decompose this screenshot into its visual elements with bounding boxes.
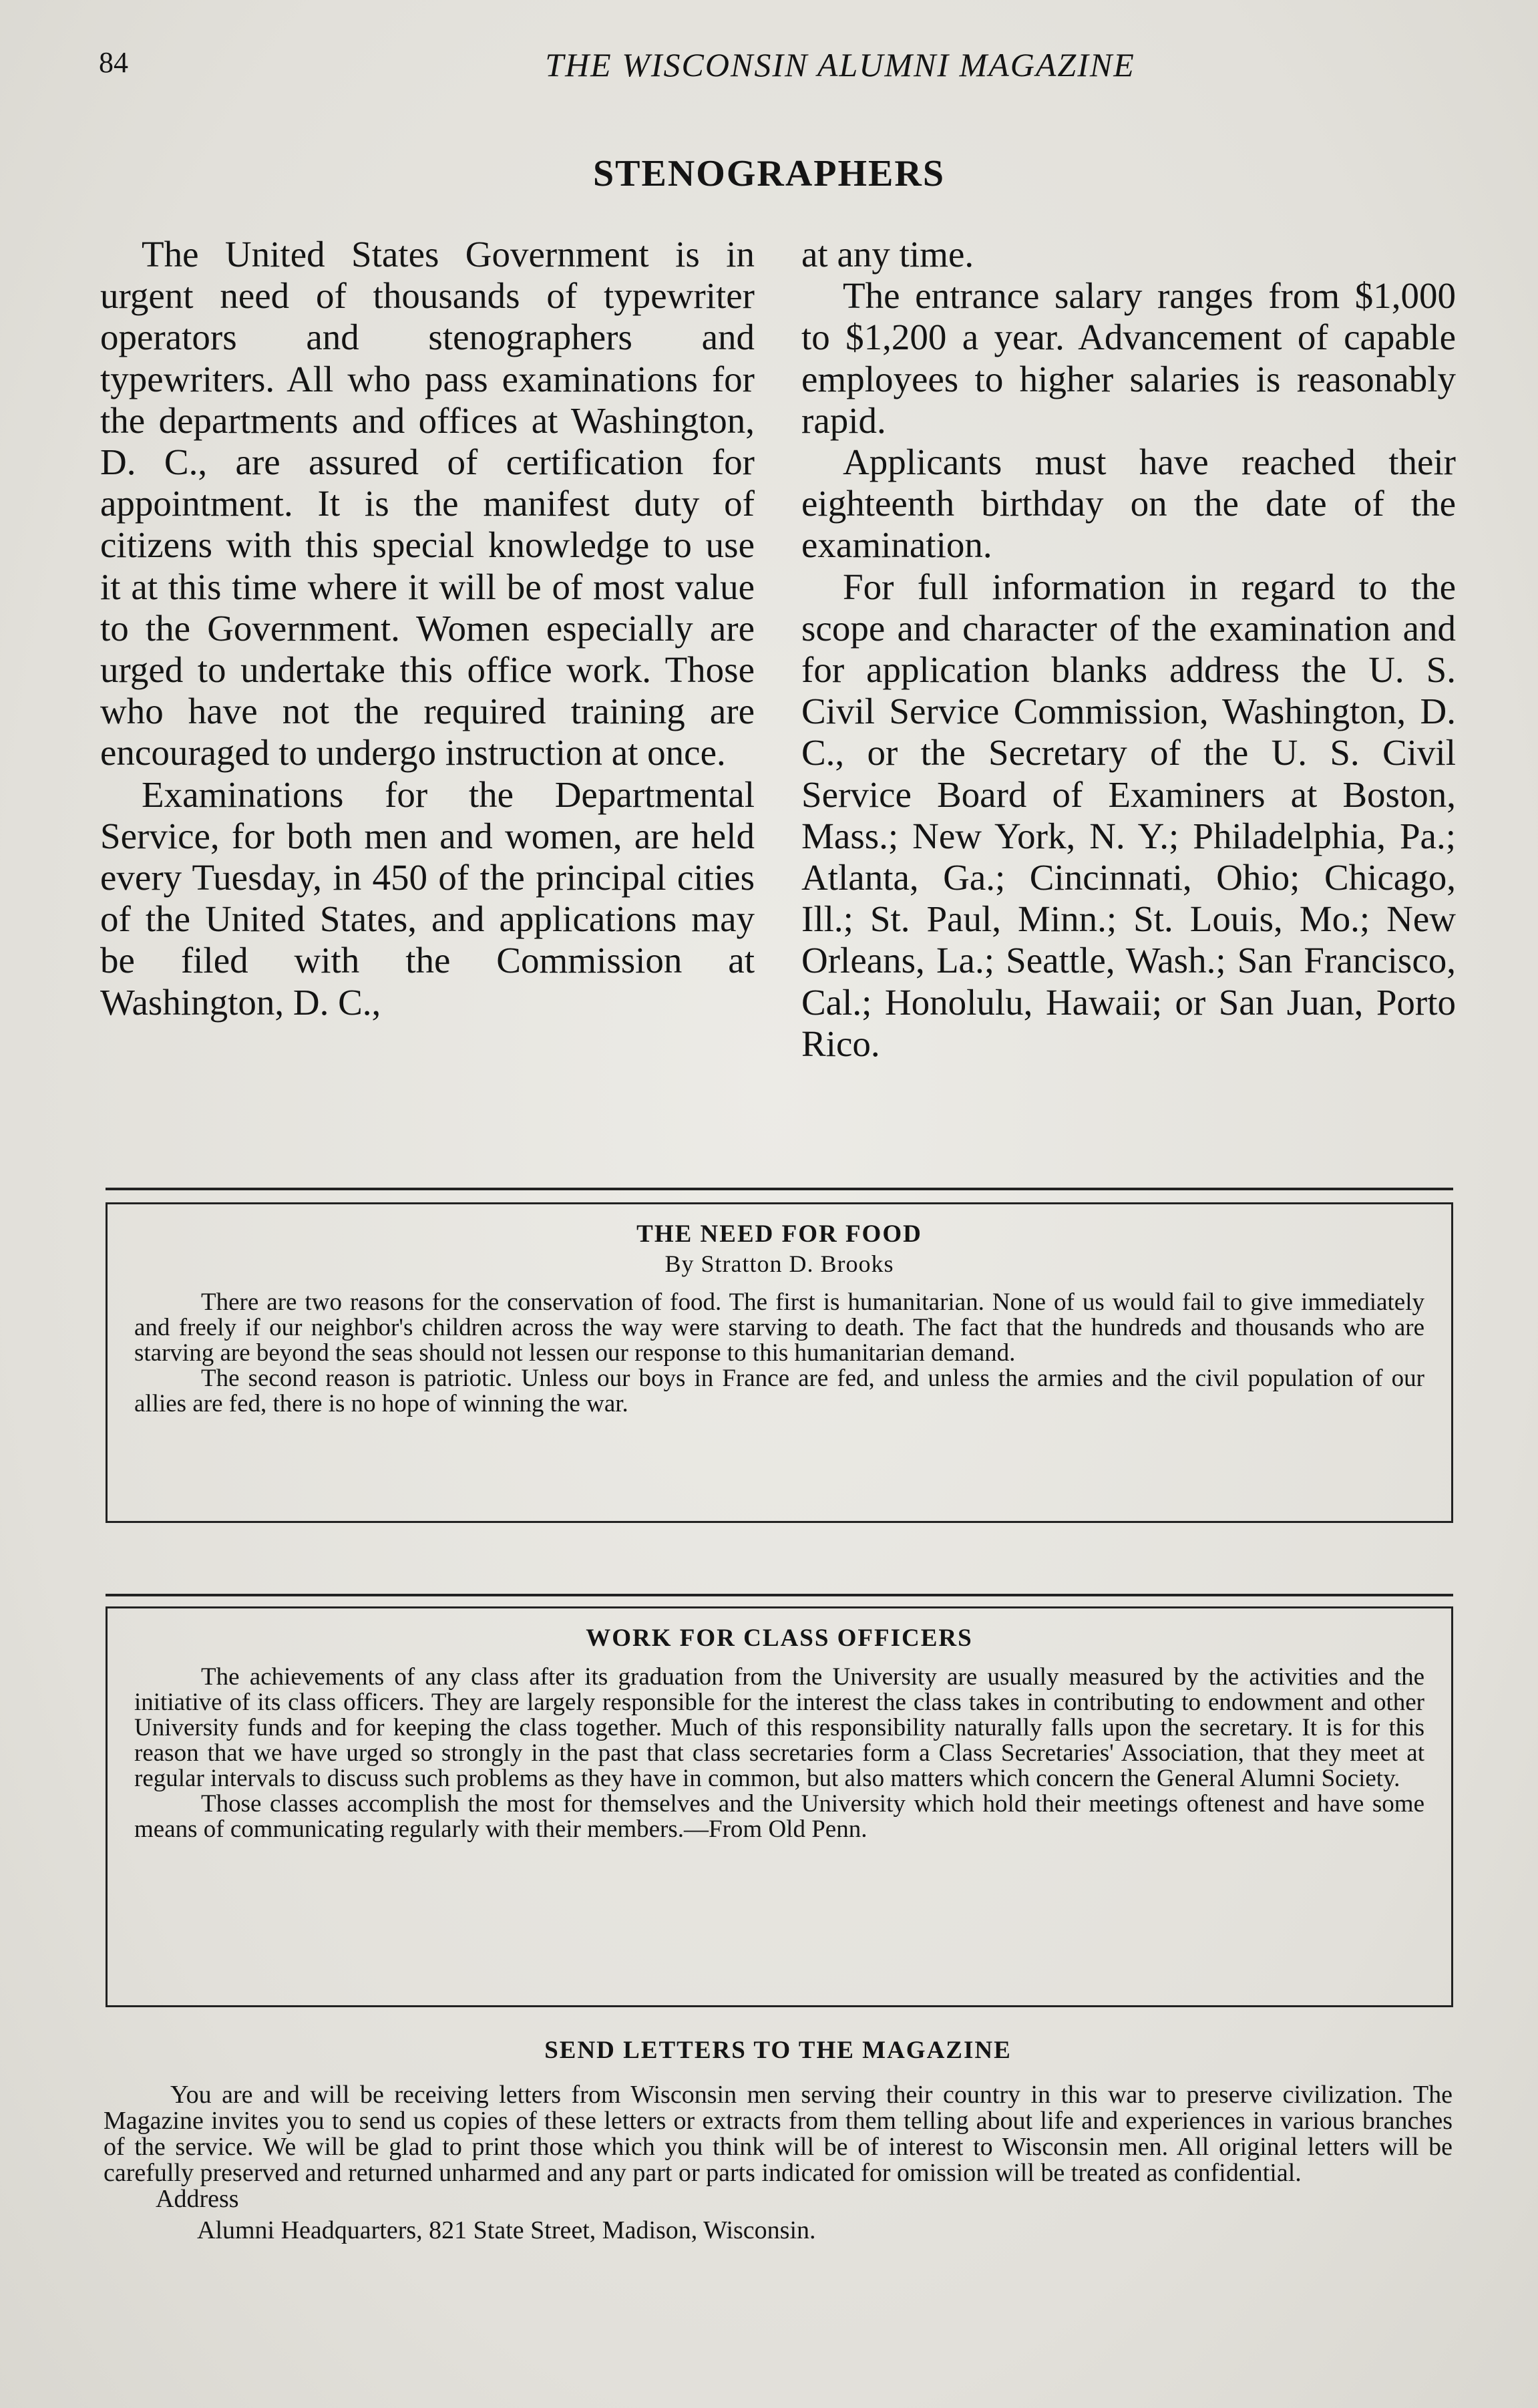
address-text: Alumni Headquarters, 821 State Street, Madison, Wisconsin. bbox=[197, 2216, 816, 2244]
article-paragraph: The United States Government is in urgent need of thousands of typewriter operators and stenographers and typewriters. All who pass examinations for the departments and offices at Washington, D. C., are assured of certification for appointment. It is the manifest duty of citizens with this special knowledge to use it at this time where it will be of most value to the Government. Women especially are urged to undertake this office work. Those who have not the required training are encouraged to undergo instruction at once. bbox=[100, 234, 755, 773]
running-head bbox=[99, 45, 1434, 99]
box-title: WORK FOR CLASS OFFICERS bbox=[586, 1624, 973, 1652]
class-officers-box bbox=[106, 1606, 1453, 2007]
address-label: Address bbox=[156, 2185, 239, 2213]
article-right-column bbox=[801, 234, 1456, 1065]
section-title: SEND LETTERS TO THE MAGAZINE bbox=[544, 2037, 1012, 2064]
send-letters-section bbox=[104, 2037, 1453, 2244]
box-paragraph: The achievements of any class after its graduation from the University are usually measured by the activities and the initiative of its class officers. They are largely responsible for the interest the class takes in contributing to endowment and other University funds and for keeping the class together. Much of this responsibility naturally falls upon the secretary. It is for this reason that we have urged so strongly in the past that class secretaries form a Class Secretaries' Association, that they meet at regular intervals to discuss such problems as they have in common, but also matters which concern the General Alumni Society. bbox=[134, 1663, 1424, 1792]
section-paragraph: You are and will be receiving letters from Wisconsin men serving their country in this war to preserve civilization. The Magazine invites you to send us copies of these letters or extracts from them telling about life and experiences in various branches of the service. We will be glad to print those which you think will be of interest to Wisconsin men. All original letters will be carefully preserved and returned unharmed and any part or parts indicated for omission will be treated as confidential. bbox=[104, 2081, 1453, 2187]
article-continuation: at any time. bbox=[801, 234, 974, 275]
box-paragraph: The second reason is patriotic. Unless our boys in France are fed, and unless the armies and the civil population of our allies are fed, there is no hope of winning the war. bbox=[134, 1365, 1424, 1417]
article-title: STENOGRAPHERS bbox=[593, 153, 945, 194]
box-byline: By Stratton D. Brooks bbox=[664, 1250, 894, 1277]
article-paragraph: The entrance salary ranges from $1,000 to $1,200 a year. Advancement of capable employees to higher salaries is reasonably rapid. bbox=[801, 275, 1456, 441]
box-title: THE NEED FOR FOOD bbox=[636, 1220, 922, 1248]
page-number: 84 bbox=[99, 46, 128, 79]
box-paragraph: There are two reasons for the conservation of food. The first is humanitarian. None of us would fail to give immediately and freely if our neighbor's children across the way were starving to death. The fact that the hundreds and thousands who are starving are beyond the seas should not lessen our response to this humanitarian demand. bbox=[134, 1288, 1424, 1367]
article-paragraph: Applicants must have reached their eighteenth birthday on the date of the examination. bbox=[801, 442, 1456, 566]
box-rule bbox=[106, 1594, 1453, 1596]
need-for-food-box bbox=[106, 1202, 1453, 1523]
magazine-title: THE WISCONSIN ALUMNI MAGAZINE bbox=[545, 46, 1135, 83]
article-left-column bbox=[100, 234, 755, 1023]
article-paragraph: Examinations for the Departmental Service, for both men and women, are held every Tuesday, in 450 of the principal cities of the United States, and applications may be filed with the Commission at Washington, D. C., bbox=[100, 773, 755, 1023]
box-paragraph: Those classes accomplish the most for themselves and the University which hold their meetings oftenest and have some means of communicating regularly with their members.—From Old Penn. bbox=[134, 1790, 1424, 1843]
article-paragraph: For full information in regard to the scope and character of the examination and for application blanks address the U. S. Civil Service Commission, Washington, D. C., or the Secretary of the U. S. Civil Service Board of Examiners at Boston, Mass.; New York, N. Y.; Philadelphia, Pa.; Atlanta, Ga.; Cincinnati, Ohio; Chicago, Ill.; St. Paul, Minn.; St. Louis, Mo.; New Orleans, La.; Seattle, Wash.; San Francisco, Cal.; Honolulu, Hawaii; or San Juan, Porto Rico. bbox=[801, 566, 1456, 1064]
box-rule bbox=[106, 1188, 1453, 1190]
